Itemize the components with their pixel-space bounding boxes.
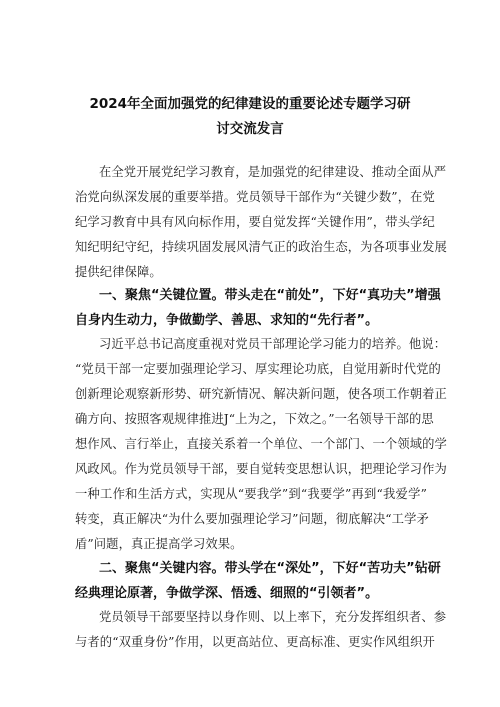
section-2-heading: 经典理论原著，争做学深、悟透、细照的“引领者”。	[75, 586, 379, 601]
document-title-line-1: 2024年全面加强党的纪律建设的重要论述专题学习研	[89, 96, 411, 112]
section-1-line: 确方向、按照客观规律推进J“上为之，下效之。”一名领导干部的思	[75, 412, 434, 426]
section-1-line: 转变，真正解决“为什么要加强理论学习”问题，彻底解决“工学矛	[75, 512, 429, 526]
section-1-line: 盾”问题，真正提高学习效果。	[75, 537, 243, 551]
intro-line: 知纪明纪守纪，持续巩固发展风清气正的政治生态，为各项事业发展	[75, 240, 447, 254]
section-1-heading: 一、聚焦“关键位置。带头走在“前处”，下好“真功夫”增强	[99, 288, 441, 303]
section-1-heading: 自身内生动力，争做勤学、善思、求知的“先行者”。	[75, 313, 379, 328]
section-1-line: 创新理论观察新形势、研究新情况、解决新问题，使各项工作朝着正	[75, 387, 447, 401]
section-1-line: 风政风。作为党员领导干部，要自觉转变思想认识，把理论学习作为	[75, 462, 447, 476]
section-1-line: “党员干部一定要加强理论学习、厚实理论功底，自觉用新时代党的	[75, 362, 441, 376]
section-1-line: 习近平总书记高度重视对党员干部理论学习能力的培养。他说：	[99, 337, 447, 351]
document-title-line-2: 讨交流发言	[216, 121, 284, 137]
intro-line: 提供纪律保障。	[75, 265, 162, 279]
intro-line: 纪学习教育中具有风向标作用，要自觉发挥“关键作用”，带头学纪	[75, 215, 435, 229]
intro-line: 在全党开展党纪学习教育，是加强党的纪律建设、推动全面从严	[99, 165, 447, 179]
section-2-line: 党员领导干部要坚持以身作则、以上率下，充分发挥组织者、参	[99, 610, 447, 624]
section-2-line: 与者的“双重身份”作用，以更高站位、更高标准、更实作风组织开	[75, 635, 435, 649]
intro-line: 治党向纵深发展的重要举措。党员领导干部作为“关键少数”，在党	[75, 190, 435, 204]
section-1-line: 一种工作和生活方式，实现从“要我学”到“我要学”再到“我爱学”	[75, 487, 427, 501]
section-1-line: 想作风、言行举止，直接关系着一个单位、一个部门、一个领域的学	[75, 437, 447, 451]
section-2-heading: 二、聚焦“关键内容。带头学在“深处”，下好“苦功夫”钻研	[99, 561, 441, 576]
